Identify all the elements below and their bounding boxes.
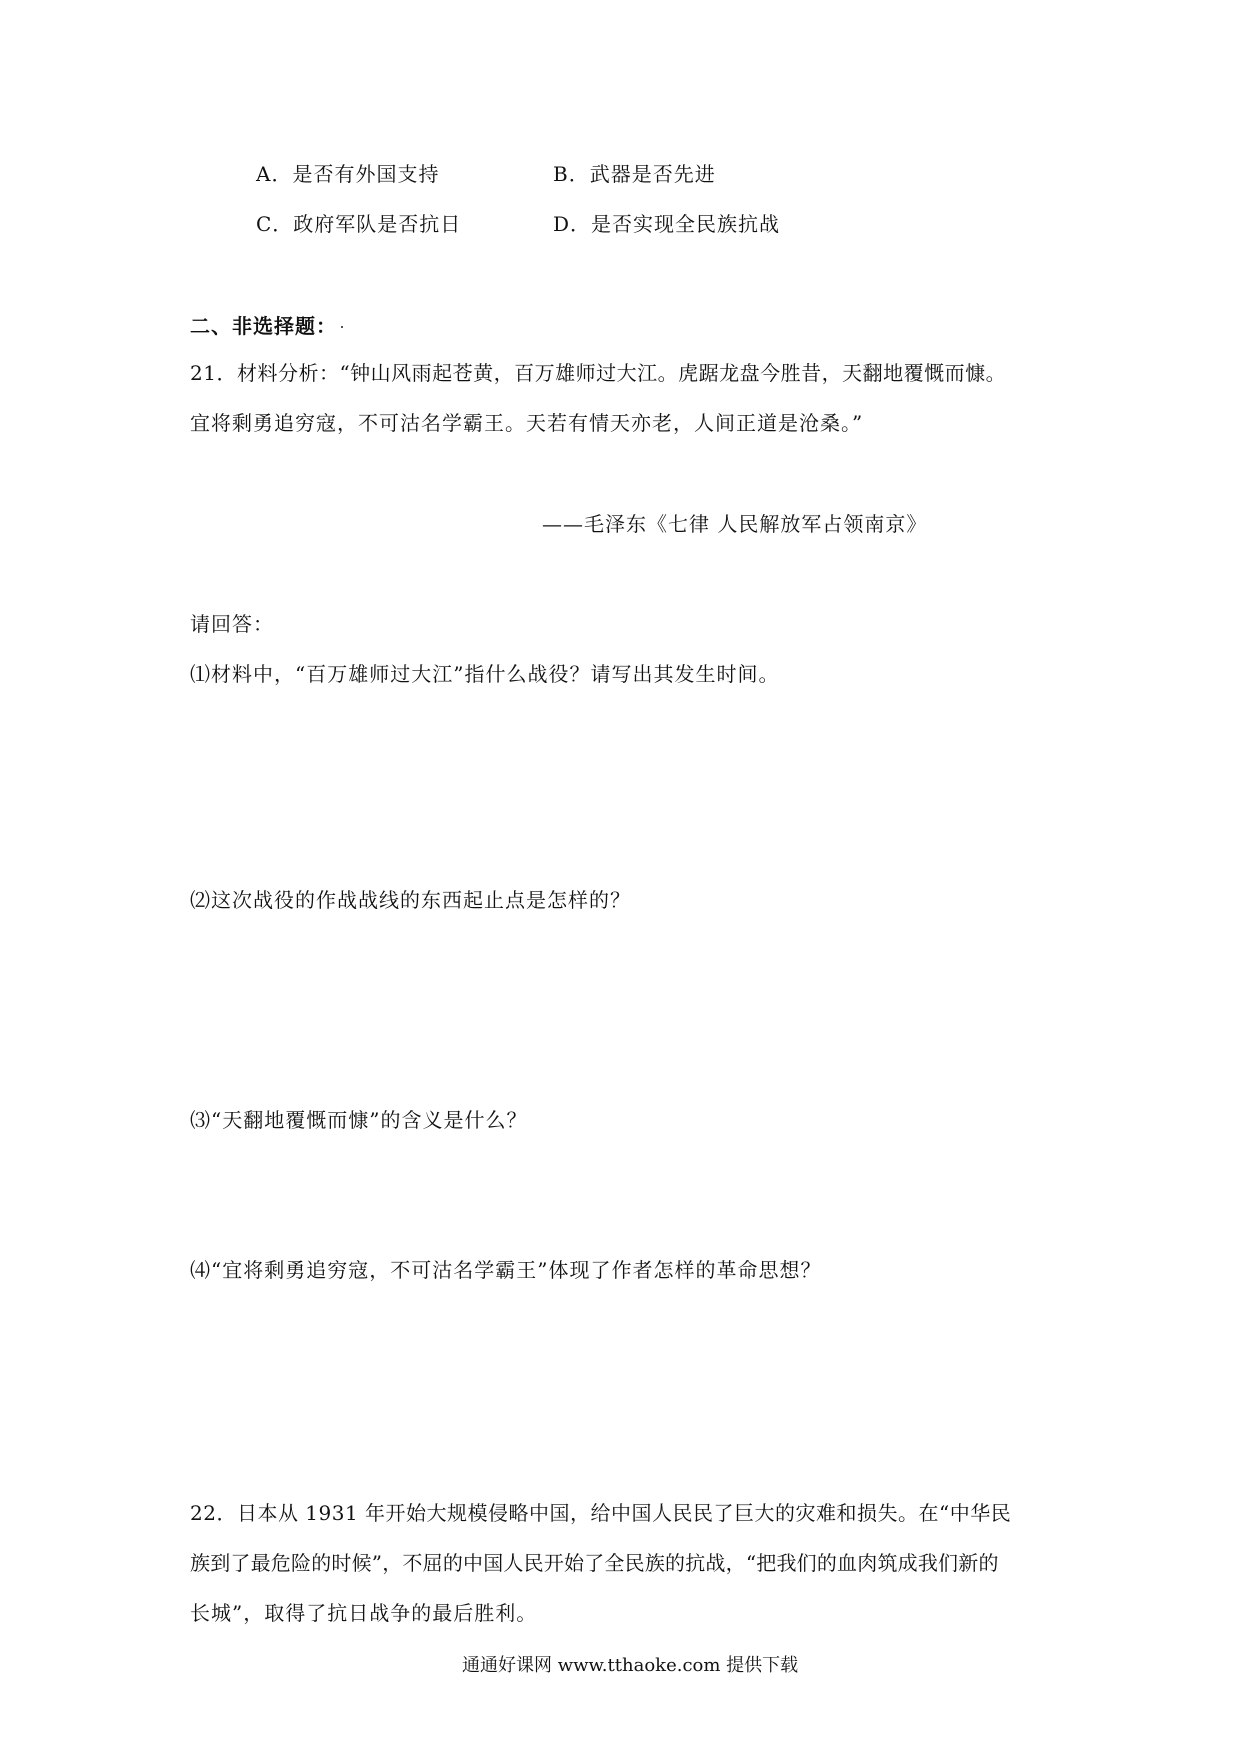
q21-prompt: 请回答： [190, 612, 274, 636]
q21-subquestion-2: ⑵这次战役的作战战线的东西起止点是怎样的？ [190, 888, 631, 912]
q21-line-2: 宜将剩勇追穷寇，不可沽名学霸王。天若有情天亦老，人间正道是沧桑。” [190, 411, 864, 435]
q21-attribution: ——毛泽东《七律 人民解放军占领南京》 [542, 512, 928, 536]
choice-c: C．政府军队是否抗日 [256, 212, 462, 236]
q22-line-2: 族到了最危险的时候”，不屈的中国人民开始了全民族的抗战，“把我们的血肉筑成我们新的 [190, 1551, 999, 1575]
q21-line-1: 21．材料分析：“钟山风雨起苍黄，百万雄师过大江。虎踞龙盘今胜昔，天翻地覆慨而慷。 [190, 361, 1007, 385]
q21-subquestion-4: ⑷“宜将剩勇追穷寇，不可沽名学霸王”体现了作者怎样的革命思想？ [190, 1258, 822, 1282]
scan-speck [341, 326, 343, 328]
section-heading: 二、非选择题： [190, 314, 337, 338]
q21-subquestion-3: ⑶“天翻地覆慨而慷”的含义是什么？ [190, 1108, 528, 1132]
choice-a: A．是否有外国支持 [256, 162, 440, 186]
footer-download-note: 通通好课网 www.tthaoke.com 提供下载 [462, 1655, 799, 1676]
choice-d: D．是否实现全民族抗战 [553, 212, 781, 236]
choice-b: B．武器是否先进 [553, 162, 716, 186]
q22-line-1: 22．日本从 1931 年开始大规模侵略中国，给中国人民民了巨大的灾难和损失。在“中华民 [190, 1501, 1012, 1525]
q21-subquestion-1: ⑴材料中，“百万雄师过大江”指什么战役？请写出其发生时间。 [190, 662, 780, 686]
q22-line-3: 长城”，取得了抗日战争的最后胜利。 [190, 1601, 538, 1625]
